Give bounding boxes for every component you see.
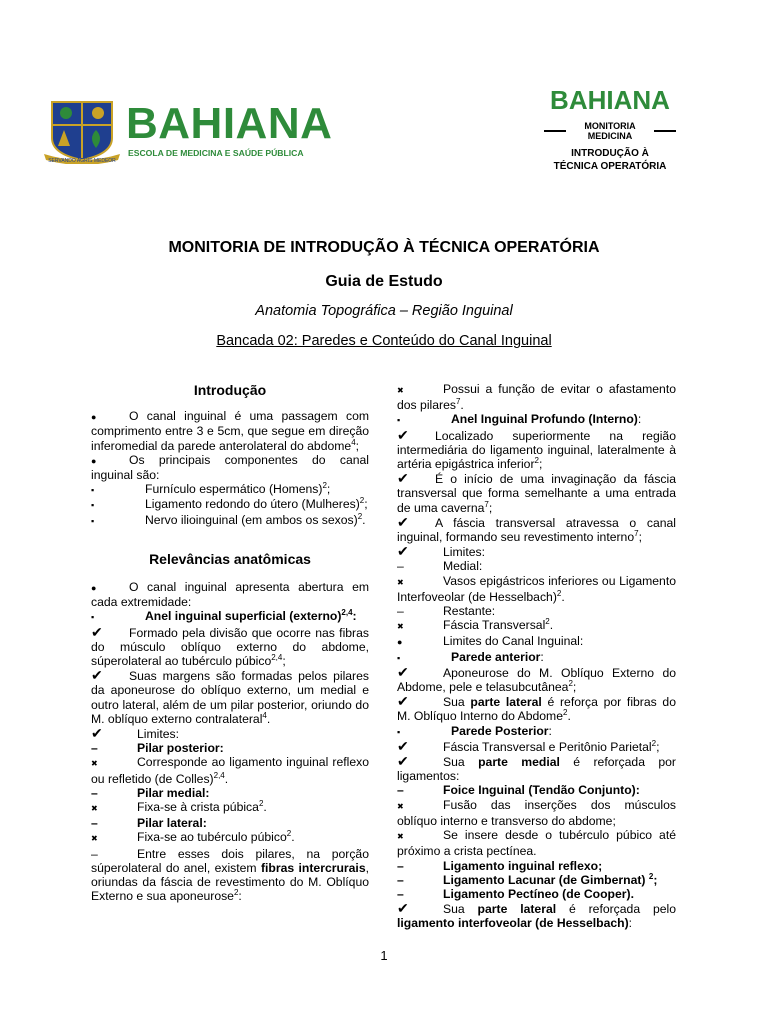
check-icon <box>397 901 443 916</box>
list-item: –Ligamento Lacunar (de Gimbernat) $^2$; <box>397 873 676 887</box>
document-subtitle: Guia de Estudo <box>325 273 443 290</box>
relevance-heading: Relevâncias anatômicas <box>149 550 311 567</box>
monitoria-logo <box>544 86 676 176</box>
brand-subtitle: ESCOLA DE MEDICINA E SAÚDE PÚBLICA <box>128 148 304 158</box>
list-item: ▪Parede anterior: <box>397 650 676 665</box>
list-item: –Ligamento Pectíneo (de Cooper). <box>397 887 676 901</box>
list-item: ✔Sua parte lateral é reforça por fibras do M. Oblíquo Interno do Abdome$^2$. <box>397 694 676 723</box>
list-item: ✖Corresponde ao ligamento inguinal reflexo ou refletido (de Colles)$^{2,4}$. <box>91 755 369 785</box>
right-column <box>397 382 676 931</box>
list-item: –Foice Inguinal (Tendão Conjunto): <box>397 783 676 797</box>
list-item: ✖Se insere desde o tubérculo púbico até próximo a crista pectínea. <box>397 828 676 858</box>
x-icon <box>91 830 137 846</box>
list-item: ✔Aponeurose do M. Oblíquo Externo do Abdome, pele e telasubcutânea$^2$; <box>397 665 676 694</box>
check-icon <box>397 694 443 709</box>
check-icon <box>397 739 443 754</box>
intro-heading: Introdução <box>193 382 267 398</box>
x-icon <box>91 800 137 816</box>
check-icon <box>397 471 435 486</box>
list-item: ✖Fixa-se à crista púbica$^2$. <box>91 800 369 816</box>
x-icon <box>397 382 443 398</box>
list-item: ▪Parede Posterior: <box>397 724 676 739</box>
list-item: –Entre esses dois pilares, na porção súperolateral do anel, existem fibras intercrurais, oriundas da fáscia de revestimento do M. Oblíquo Externo e sua aponeurose$^2$: <box>91 847 369 904</box>
list-item: ✔Sua parte lateral é reforçada pelo ligamento interfoveolar (de Hesselbach): <box>397 901 676 930</box>
left-column <box>91 383 369 904</box>
check-icon <box>91 668 129 683</box>
check-icon <box>397 665 443 680</box>
intro-label-1: INTRODUÇÃO À <box>571 148 649 159</box>
list-item: –Pilar medial: <box>91 786 369 800</box>
list-item: ✔Formado pela divisão que ocorre nas fibras do músculo oblíquo externo do abdome, súperolateral ao tubérculo púbico$^{2,4}$; <box>91 625 369 669</box>
list-item: ✖Fáscia Transversal$^2$. <box>397 618 676 634</box>
check-icon <box>397 754 443 769</box>
list-item: ✖Possui a função de evitar o afastamento dos pilares$^7$. <box>397 382 676 412</box>
crest-icon <box>44 100 120 164</box>
x-icon <box>397 618 443 634</box>
monitoria-brand: BAHIANA <box>550 85 670 115</box>
bench-heading <box>0 333 768 349</box>
list-item: –Pilar posterior: <box>91 741 369 755</box>
medicina-label: MEDICINA <box>587 131 633 141</box>
list-item: ▪Furnículo espermático (Homens)$^2$; <box>91 482 369 497</box>
brand-name: BAHIANA <box>126 99 333 148</box>
intro-label-2: TÉCNICA OPERATÓRIA <box>553 161 667 172</box>
list-item: –Pilar lateral: <box>91 816 369 830</box>
document-topic: Anatomia Topográfica – Região Inguinal <box>255 303 513 319</box>
check-icon <box>91 726 137 741</box>
list-item: ✔Limites: <box>91 726 369 741</box>
list-item: ▪Nervo ilioinguinal (em ambos os sexos)$^2$. <box>91 513 369 528</box>
list-item: ✔Fáscia Transversal e Peritônio Parietal$^2$; <box>397 739 676 754</box>
x-icon <box>397 798 443 814</box>
list-item: ●Limites do Canal Inguinal: <box>397 634 676 649</box>
list-item: ✖Vasos epigástricos inferiores ou Ligamento Interfoveolar (de Hesselbach)$^2$. <box>397 574 676 604</box>
list-item: ✔Suas margens são formadas pelos pilares da aponeurose do oblíquo externo, um medial e outro lateral, além de um pilar posterior, oriundo do M. oblíquo externo contralateral$^4$. <box>91 668 369 726</box>
list-item: ✔Limites: <box>397 544 676 559</box>
list-item: ▪Anel inguinal superficial (externo)$^{2,4}$: <box>91 609 369 624</box>
bahiana-school-logo <box>44 99 333 170</box>
list-item: ●O canal inguinal apresenta abertura em cada extremidade: <box>91 580 369 609</box>
page-number: 1 <box>380 948 388 963</box>
check-icon <box>397 544 443 559</box>
check-icon <box>397 428 435 443</box>
list-item: ●Os principais componentes do canal inguinal são: <box>91 453 369 482</box>
bench-text: Bancada 02: Paredes e Conteúdo do Canal Inguinal <box>216 333 552 349</box>
list-item: ▪Anel Inguinal Profundo (Interno): <box>397 412 676 427</box>
list-item: –Medial: <box>397 559 676 573</box>
list-item: ✔É o início de uma invaginação da fáscia transversal que forma semelhante a uma entrada de uma caverna$^7$; <box>397 471 676 515</box>
list-item: ✖Fixa-se ao tubérculo púbico$^2$. <box>91 830 369 846</box>
svg-text:SERVANDO AGRIS MEDEOR: SERVANDO AGRIS MEDEOR <box>48 158 116 164</box>
check-icon <box>91 625 129 640</box>
list-item: ▪Ligamento redondo do útero (Mulheres)$^2$; <box>91 497 369 512</box>
document-title: MONITORIA DE INTRODUÇÃO À TÉCNICA OPERATÓRIA <box>168 239 600 256</box>
check-icon <box>397 515 435 530</box>
list-item: ✔A fáscia transversal atravessa o canal inguinal, formando seu revestimento interno$^7$; <box>397 515 676 544</box>
list-item: –Restante: <box>397 604 676 618</box>
list-item: ✖Fusão das inserções dos músculos oblíquo interno e transverso do abdome; <box>397 798 676 828</box>
list-item: ✔Localizado superiormente na região intermediária do ligamento inguinal, lateralmente à artéria epigástrica inferior$^2$; <box>397 428 676 472</box>
monitoria-label: MONITORIA <box>584 121 636 131</box>
x-icon <box>397 574 443 590</box>
list-item: ●O canal inguinal é uma passagem com comprimento entre 3 e 5cm, que segue em direção inferomedial da parede anterolateral do abdome$^4$; <box>91 409 369 453</box>
x-icon <box>91 755 137 771</box>
list-item: ✔Sua parte medial é reforçada por ligamentos: <box>397 754 676 783</box>
x-icon <box>397 828 443 844</box>
list-item: –Ligamento inguinal reflexo; <box>397 859 676 873</box>
